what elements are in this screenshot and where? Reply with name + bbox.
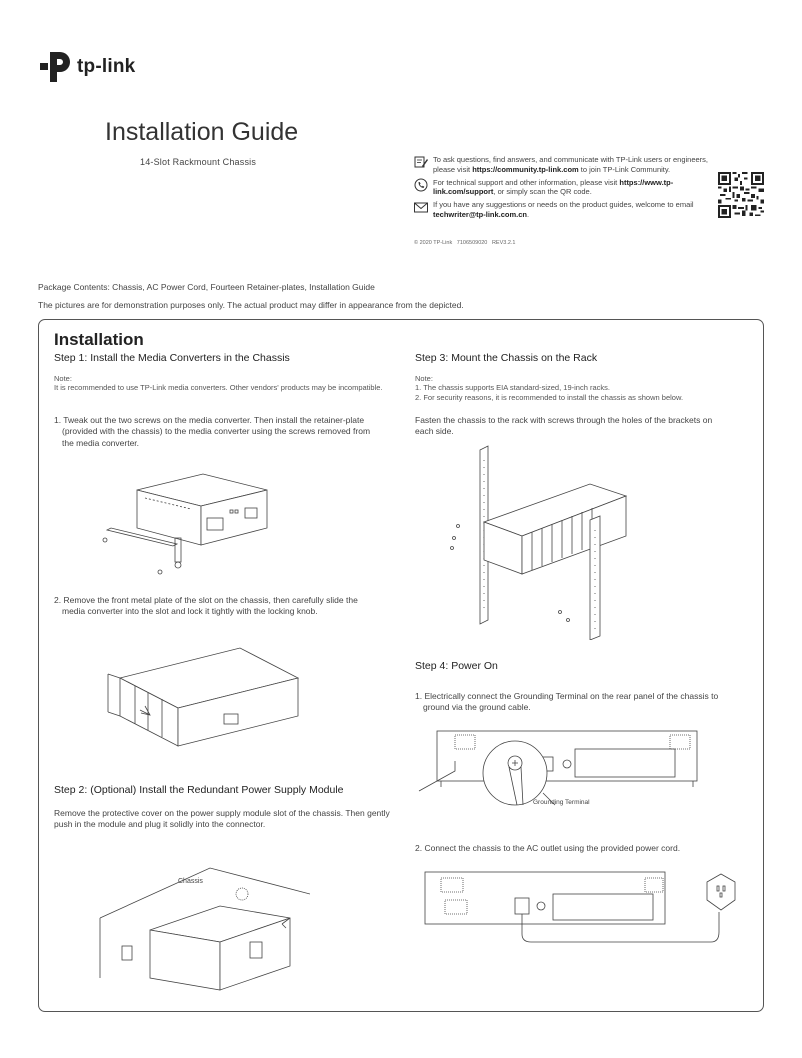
power-module-illustration xyxy=(90,858,310,998)
mail-row: If you have any suggestions or needs on the product guides, welcome to email techwriter@tp-link.com.cn. xyxy=(414,200,714,220)
step3-title: Step 3: Mount the Chassis on the Rack xyxy=(415,352,598,364)
mail-link[interactable]: techwriter@tp-link.com.cn xyxy=(433,209,527,219)
power-cord-illustration xyxy=(415,860,745,960)
step3-note-2: 2. For security reasons, it is recommended to install the chassis as shown below. xyxy=(415,393,684,402)
qr-code xyxy=(718,172,764,218)
installation-heading: Installation xyxy=(54,330,144,349)
grounding-label: Grounding Terminal xyxy=(533,799,590,806)
phone-icon xyxy=(414,178,428,192)
disclaimer: The pictures are for demonstration purposes only. The actual product may differ in appearance from the depicted. xyxy=(38,300,464,310)
support-link[interactable]: https://www.tp-link.com/support xyxy=(433,177,674,197)
step1-item2: 2. Remove the front metal plate of the slot on the chassis, then carefully slide the media converter into the slot and lock it tightly with the locking knob. xyxy=(54,595,358,617)
chassis-slot-illustration xyxy=(100,640,300,750)
step3-text: Fasten the chassis to the rack with screws through the holes of the brackets on each side. xyxy=(415,415,713,437)
step4-item2: 2. Connect the chassis to the AC outlet using the provided power cord. xyxy=(415,843,681,853)
tp-link-logo xyxy=(38,50,135,84)
community-link[interactable]: https://community.tp-link.com xyxy=(472,164,579,174)
grounding-illustration xyxy=(415,725,705,820)
step1-note-label: Note: xyxy=(54,374,72,383)
step1-item1: 1. Tweak out the two screws on the media converter. Then install the retainer-plate (provided with the chassis) to the media converter using the screws removed from the media converter. xyxy=(54,415,371,448)
community-row: To ask questions, find answers, and communicate with TP-Link users or engineers, please visit https://community.tp-link.com to join TP-Link Community. xyxy=(414,155,714,175)
step2-text: Remove the protective cover on the power supply module slot of the chassis. Then gently push in the module and plug it solidly into the connector. xyxy=(54,808,390,830)
page-subtitle: 14-Slot Rackmount Chassis xyxy=(140,157,257,167)
rack-mount-illustration xyxy=(440,440,640,640)
media-converter-illustration xyxy=(95,460,275,580)
page-title: Installation Guide xyxy=(105,118,299,146)
tp-link-logo-icon xyxy=(38,50,72,84)
support-info xyxy=(414,155,714,223)
step2-title: Step 2: (Optional) Install the Redundant Power Supply Module xyxy=(54,784,344,796)
step4-item1: 1. Electrically connect the Grounding Terminal on the rear panel of the chassis to ground via the ground cable. xyxy=(415,691,719,713)
copyright-line: © 2020 TP-Link 7106509020 REV3.2.1 xyxy=(414,240,516,246)
package-contents: Package Contents: Chassis, AC Power Cord, Fourteen Retainer-plates, Installation Guide xyxy=(38,282,375,292)
step4-title: Step 4: Power On xyxy=(415,660,498,672)
logo-wordmark: tp-link xyxy=(77,56,136,77)
support-row: For technical support and other information, please visit https://www.tp-link.com/support, or simply scan the QR code. xyxy=(414,178,714,198)
mail-icon xyxy=(414,200,428,214)
step1-note-text: It is recommended to use TP-Link media converters. Other vendors' products may be incompatible. xyxy=(54,383,383,392)
step1-title: Step 1: Install the Media Converters in the Chassis xyxy=(54,352,290,364)
step3-note-1: 1. The chassis supports EIA standard-sized, 19-inch racks. xyxy=(415,383,610,392)
community-icon xyxy=(414,155,428,169)
step3-note-label: Note: xyxy=(415,374,433,383)
chassis-label: Chassis xyxy=(178,878,203,885)
